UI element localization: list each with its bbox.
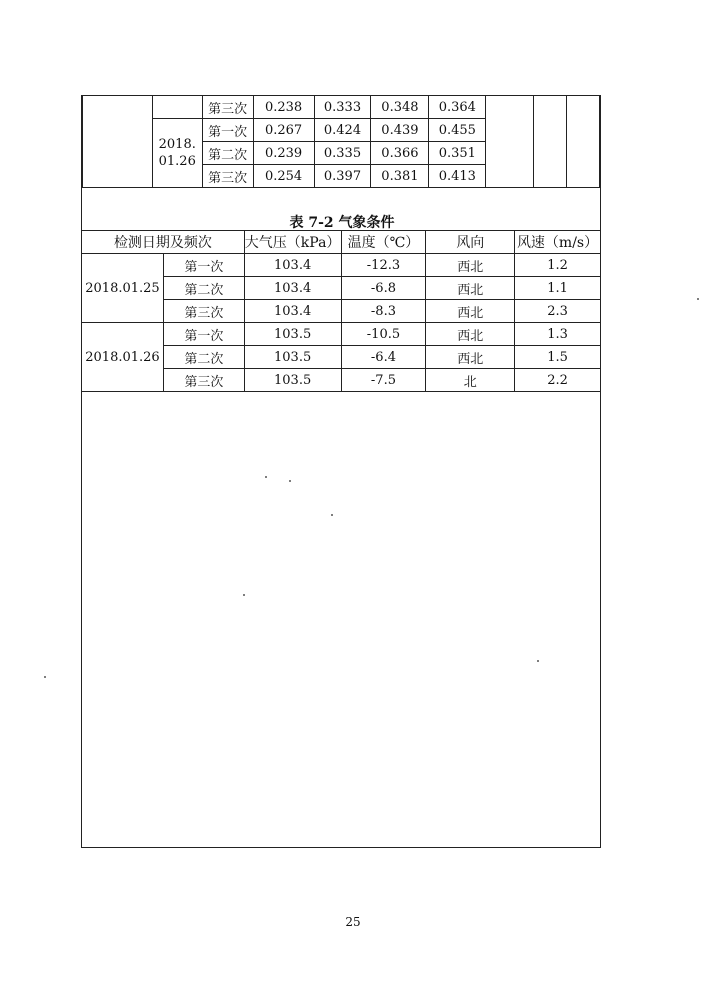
value-cell: 0.397: [314, 165, 371, 188]
value-cell: 0.333: [314, 96, 371, 119]
temperature-cell: -8.3: [341, 300, 426, 323]
header-wind-speed: 风速（m/s）: [515, 231, 601, 254]
value-cell: 0.351: [429, 142, 486, 165]
temperature-cell: -12.3: [341, 254, 426, 277]
freq-cell: 第一次: [163, 323, 244, 346]
value-cell: 0.238: [253, 96, 314, 119]
empty-cell: [152, 96, 202, 119]
wind-direction-cell: 西北: [426, 254, 515, 277]
value-cell: 0.254: [253, 165, 314, 188]
value-cell: 0.413: [429, 165, 486, 188]
scan-speck: [243, 594, 245, 596]
date-line-2: 01.26: [158, 154, 196, 169]
value-cell: 0.424: [314, 119, 371, 142]
header-pressure: 大气压（kPa）: [244, 231, 341, 254]
wind-speed-cell: 2.3: [515, 300, 601, 323]
table-row: [82, 323, 601, 346]
value-cell: 0.455: [429, 119, 486, 142]
temperature-cell: -7.5: [341, 369, 426, 392]
wind-speed-cell: 1.1: [515, 277, 601, 300]
temperature-cell: -6.8: [341, 277, 426, 300]
wind-speed-cell: 2.2: [515, 369, 601, 392]
empty-cell: [83, 96, 153, 188]
pressure-cell: 103.4: [244, 254, 341, 277]
page-number: 25: [345, 915, 361, 929]
date-cell: 2018.01.25: [82, 254, 164, 323]
value-cell: 0.267: [253, 119, 314, 142]
freq-cell: 第一次: [163, 254, 244, 277]
date-cell: 2018.01.26: [82, 323, 164, 392]
date-line-1: 2018.: [158, 137, 196, 152]
scan-speck: [44, 676, 46, 678]
table-row: [82, 254, 601, 277]
wind-direction-cell: 北: [426, 369, 515, 392]
wind-speed-cell: 1.2: [515, 254, 601, 277]
freq-cell: 第三次: [163, 300, 244, 323]
temperature-cell: -6.4: [341, 346, 426, 369]
freq-cell: 第三次: [163, 369, 244, 392]
value-cell: 0.366: [371, 142, 429, 165]
table-row: [83, 96, 600, 119]
empty-cell: [567, 96, 600, 188]
value-cell: 0.439: [371, 119, 429, 142]
freq-cell: 第二次: [202, 142, 253, 165]
empty-cell: [534, 96, 567, 188]
scan-speck: [265, 476, 267, 478]
table-header-row: [82, 231, 601, 254]
value-cell: 0.239: [253, 142, 314, 165]
concentration-table-continued: [82, 95, 600, 188]
freq-cell: 第二次: [163, 277, 244, 300]
empty-cell: [486, 96, 534, 188]
wind-speed-cell: 1.5: [515, 346, 601, 369]
value-cell: 0.381: [371, 165, 429, 188]
scan-speck: [289, 480, 291, 482]
scan-speck: [331, 514, 333, 516]
value-cell: 0.348: [371, 96, 429, 119]
page-frame: [81, 95, 601, 848]
freq-cell: 第一次: [202, 119, 253, 142]
header-wind-direction: 风向: [426, 231, 515, 254]
date-cell: [152, 119, 202, 188]
header-date-freq: 检测日期及频次: [82, 231, 245, 254]
freq-cell: 第二次: [163, 346, 244, 369]
value-cell: 0.335: [314, 142, 371, 165]
wind-direction-cell: 西北: [426, 277, 515, 300]
header-temperature: 温度（℃）: [341, 231, 426, 254]
wind-direction-cell: 西北: [426, 323, 515, 346]
wind-direction-cell: 西北: [426, 300, 515, 323]
wind-direction-cell: 西北: [426, 346, 515, 369]
pressure-cell: 103.5: [244, 346, 341, 369]
pressure-cell: 103.4: [244, 277, 341, 300]
pressure-cell: 103.5: [244, 323, 341, 346]
freq-cell: 第三次: [202, 165, 253, 188]
scan-speck: [537, 660, 539, 662]
pressure-cell: 103.4: [244, 300, 341, 323]
table-caption: 表 7-2 气象条件: [289, 215, 395, 231]
temperature-cell: -10.5: [341, 323, 426, 346]
scan-speck: [697, 298, 699, 300]
pressure-cell: 103.5: [244, 369, 341, 392]
value-cell: 0.364: [429, 96, 486, 119]
weather-conditions-table: [81, 230, 601, 392]
wind-speed-cell: 1.3: [515, 323, 601, 346]
freq-cell: 第三次: [202, 96, 253, 119]
